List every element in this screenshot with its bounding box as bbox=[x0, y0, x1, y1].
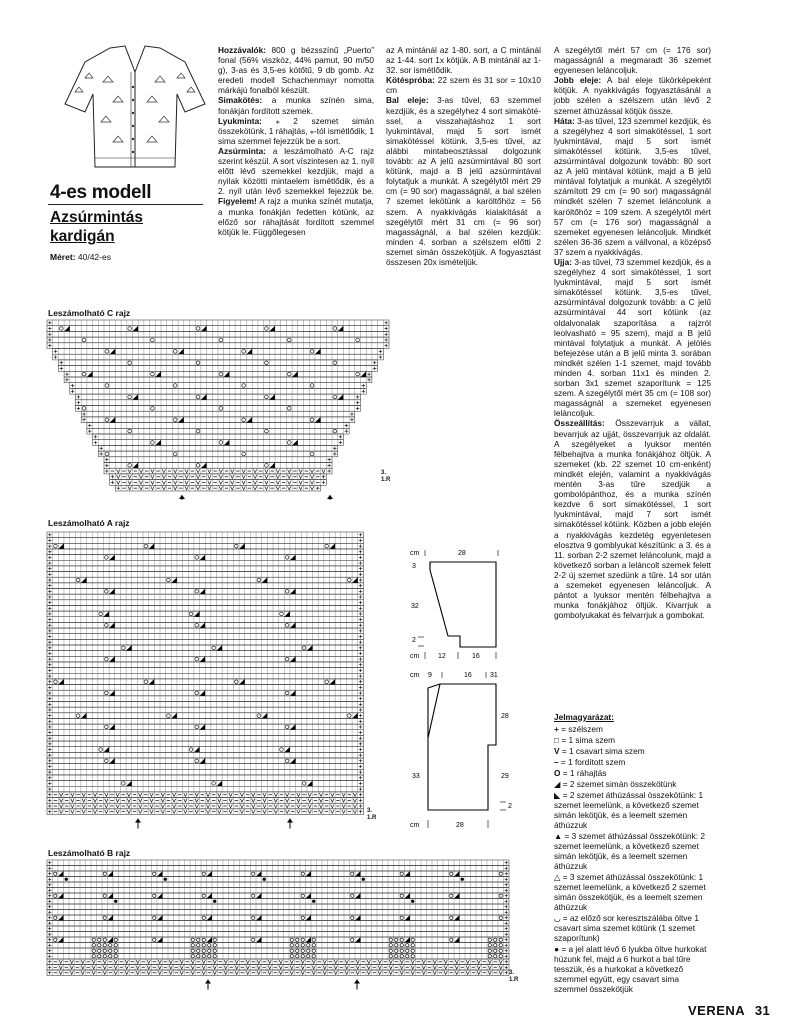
chart-c-title: Leszámolható C rajz bbox=[48, 308, 131, 318]
legend-text: = 1 csavart sima szem bbox=[561, 746, 645, 756]
legend-symbol: O bbox=[554, 768, 563, 778]
cardigan-sketch bbox=[55, 42, 215, 172]
legend-text: = 1 sima szem bbox=[561, 735, 616, 745]
legend-item bbox=[554, 724, 714, 734]
text-column-3: A szegélytől mért 57 cm (= 176 sor) magasságnál a megmaradt 36 szemet egyenesen leláncoljuk. Jobb eleje: A bal eleje tükörképeként kötjük. A nyakkivágás fogyasztásánál a jobb szélen a szélszem után lévő 2 szemet áthúzással kötjük össze. Háta: 3-as tűvel, 123 szemmel kezdjük, és a szegélyhez 4 sort simakötéssel, 1 sort lyukmintával, majd 5 sort ismét simakötéssel kötünk. 3,5-es tűvel, azsúrmintával dolgozunk tovább: 80 sort az A jelű mintával kötünk, majd a B jelű mintával folytatjuk a munkát. A szegélytől számított 29 cm (= 90 sor) magasságnál mindkét szélen 7 szemet leláncolunk a karöltőhöz = 109 szem. A szegélytől mért 57 cm (= 176 sor) magasságnál a szemeket egyenesen leláncoljuk. Mindkét szélen 36-36 szem a vállvonal, a középső 37 szem a nyakkivágás. Ujja: 3-as tűvel, 73 szemmel kezdjük, és a szegélyhez 4 sort simakötéssel, 1 sort lyukmintával, majd 5 sort ismét simakötéssel kötünk. 3,5-es tűvel, azsúrmintával dolgozunk tovább: a C jelű azsúrmintával 44 sort kötünk (az oldalvonalak szaporítása a rajzról leolvasható = 95 szem), majd a B jelű mintával folytatjuk a munkát. A jelölés befejezése után a B jelű minta 3. sorában mindkét szélen 1-1 szemet, majd tovább minden 4. sorban 11x1 és minden 2. sorban 3x1 szemet szaporítunk = 125 szem. A szegélytől mért 35 cm (= 108 sor) magasságnál a szemeket egyenesen leláncoljuk. Összeállítás: Összevarrjuk a vállat, bevarrjuk az ujját, összevarrjuk az oldalát. A szegélyeket a lyuksor mentén félbehajtva a munka fonákjához öltjük. A szemeket (kb. 22 szemet 10 cm-enként) mindkét elején, valamint a nyakkivágás mentén 3-as tűre szedjük a gombolópánthoz, és a munka színén kezdve 6 sort simakötéssel, 1 sort lyukmintával, majd 7 sort ismét simakötéssel kötünk. Közben a jobb elején a nyakkivágás kezdetég egyenletesen elosztva 9 gomblyukat készítünk: a 3. és a 11. sorban 2-2 szemet leláncolunk, majd a következő sorban a leláncolt szemek felett 2-2 új szemet szedünk a tűre. 14 sor után a szemeket egyenesen leláncoljuk. A pántot a lyuksor mentén félbehajtva a munka fonákjához öltjük. Kivarrjuk a gombolyukakat és felvarrjuk a gombokat. bbox=[554, 45, 711, 621]
magazine-name: VERENA bbox=[688, 1003, 745, 1018]
repeat-arrow bbox=[205, 980, 211, 990]
legend-symbol: + bbox=[554, 724, 562, 734]
model-number: 4-es modell bbox=[50, 182, 152, 203]
repeat-arrow bbox=[179, 495, 185, 500]
repeat-arrow bbox=[354, 980, 360, 990]
schematic-front bbox=[408, 546, 518, 666]
legend-item bbox=[554, 913, 714, 943]
legend-text: = 2 szemet simán összekötünk bbox=[562, 779, 677, 789]
legend-text: = 1 fordított szem bbox=[560, 757, 626, 767]
chart-grid bbox=[47, 320, 389, 491]
chart-a bbox=[45, 530, 370, 840]
page-footer bbox=[688, 1003, 770, 1018]
legend-item bbox=[554, 768, 714, 778]
chart-c bbox=[45, 318, 395, 500]
page-number: 31 bbox=[754, 1003, 771, 1018]
legend-item bbox=[554, 831, 714, 871]
legend-item bbox=[554, 746, 714, 756]
legend-symbol: ◢ bbox=[554, 779, 563, 789]
legend-item bbox=[554, 872, 714, 912]
chart-a-title: Leszámolható A rajz bbox=[48, 518, 130, 528]
repeat-arrow bbox=[287, 819, 293, 829]
legend-item bbox=[554, 779, 714, 789]
chart-grid bbox=[47, 532, 363, 815]
model-title-line-2: kardigán bbox=[50, 228, 115, 245]
legend-text: = szélszem bbox=[561, 724, 603, 734]
legend-text: = 2 szemet áthúzással összekötünk: 1 szemet leemelünk, a következő szemet simán lekötjük, és a leemelt szemen áthúzzuk bbox=[554, 790, 704, 830]
text-column-1: Hozzávalók: 800 g bézsszínű „Puerto” fonal (56% viszkóz, 44% pamut, 90 m/50 g), 3-as és 3,5-es kötőtű, 9 db gomb. Az eredeti modell Schachenmayr nomotta márkájú fonalból készült. Simakötés: a munka színén sima, fonákján fordított szemek. Lyukminta: ⁎ 2 szemet simán összekötünk, 1 ráhajtás, ⁎-tól ismétlődik, 1 sima szemmel fejezzük be a sort. Azsúrminta: a leszámolható A-C rajz szerint készül. A sort víszintesen az 1. nyíl előtt lévő szemekkel kezdjük, majd a nyilak közötti mintaelem ismétlődik, és a 2. nyíl után lévő szemekkel fejezzük be. Figyelem! A rajz a munka színét mutatja, a munka fonákján fedetten kötünk, az előző sor ráhajtását fordított szemmel kötjük le. Függőlegesen bbox=[218, 45, 375, 237]
legend-item bbox=[554, 757, 714, 767]
legend-symbol: ◡ bbox=[554, 913, 563, 923]
legend-item bbox=[554, 944, 714, 994]
legend-item bbox=[554, 735, 714, 745]
chart-grid bbox=[47, 860, 509, 976]
legend-text: = 3 szemet áthúzással összekötünk: 2 szemet leemelünk, a következő szemet simán lekötjük, és a leemelt szemen áthúzzuk bbox=[554, 831, 705, 871]
schematic-back bbox=[408, 668, 523, 838]
legend-title: Jelmagyarázat: bbox=[554, 712, 614, 722]
legend-text: = 3 szemet áthúzással összekötünk: 1 szemet leemelünk, a következő 2 szemet simán összekötjük, és a leemelt szemen áthúzzuk bbox=[554, 872, 706, 912]
chart-b-row-marker: 3. 1.R bbox=[509, 970, 519, 983]
legend-symbol: – bbox=[554, 757, 561, 767]
chart-c-row-marker: 3. 1.R bbox=[381, 470, 391, 483]
legend-symbol: ▲ bbox=[554, 831, 565, 841]
chart-b bbox=[45, 858, 515, 998]
legend-text: = a jel alatt lévő 6 lyukba öltve hurkokat húzunk fel, majd a 6 hurkot a bal tűre tesszük, és a hurkokat a következő szemmel együtt, egy csavart sima szemmel összekötjük bbox=[554, 944, 707, 994]
legend-item bbox=[554, 790, 714, 830]
chart-a-row-marker: 3. 1.R bbox=[367, 808, 377, 821]
text-column-2: az A mintánál az 1-80. sort, a C mintánál az 1-44. sort 1x kötjük. A B mintánál az 1-32. sor ismétlődik. Kötéspróba: 22 szem és 31 sor = 10x10 cm Bal eleje: 3-as tűvel, 63 szemmel kezdjük, és a szegélyhez 4 sort simakötéssel, a visszahajtáshoz 1 sort lyukmintával, majd 5 sort ismét simakötéssel kötünk. 3,5-es tűvel, az alábbi mintabeosztással dolgozunk tovább: az A jelű azsúrmintával 80 sort kötünk, majd a B jelű azsúrmintával folytatjuk a munkát. A szegélytől mért 29 cm (= 90 sor) magasságnál, a bal szélen 7 szemet lekötünk a karöltőhöz = 56 szem. A nyakkivágás kialakítását a szegélytől mért 31 cm (= 96 sor) magasságnál, a bal szélen kezdjük: minden 4. sorban a szélszem előtti 2 szemet simán összekötjük. A fogyasztást összesen 20x ismételjük. bbox=[386, 45, 541, 267]
repeat-arrow bbox=[327, 495, 333, 500]
legend-text: = 1 ráhajtás bbox=[562, 768, 607, 778]
legend-symbol: □ bbox=[554, 735, 562, 745]
legend-text: = az előző sor keresztszálába öltve 1 csavart sima szemet kötünk (1 szemet szaporítunk) bbox=[554, 913, 699, 943]
model-title-line-1: Azsúrmintás bbox=[50, 209, 144, 226]
legend-symbol: V bbox=[554, 746, 562, 756]
legend-symbol: ◣ bbox=[554, 790, 563, 800]
size-line: Méret: 40/42-es bbox=[50, 252, 111, 262]
legend-symbol: △ bbox=[554, 872, 563, 882]
legend-symbol: ● bbox=[554, 944, 562, 954]
legend bbox=[554, 712, 714, 995]
chart-b-title: Leszámolható B rajz bbox=[48, 848, 131, 858]
repeat-arrow bbox=[135, 819, 141, 829]
